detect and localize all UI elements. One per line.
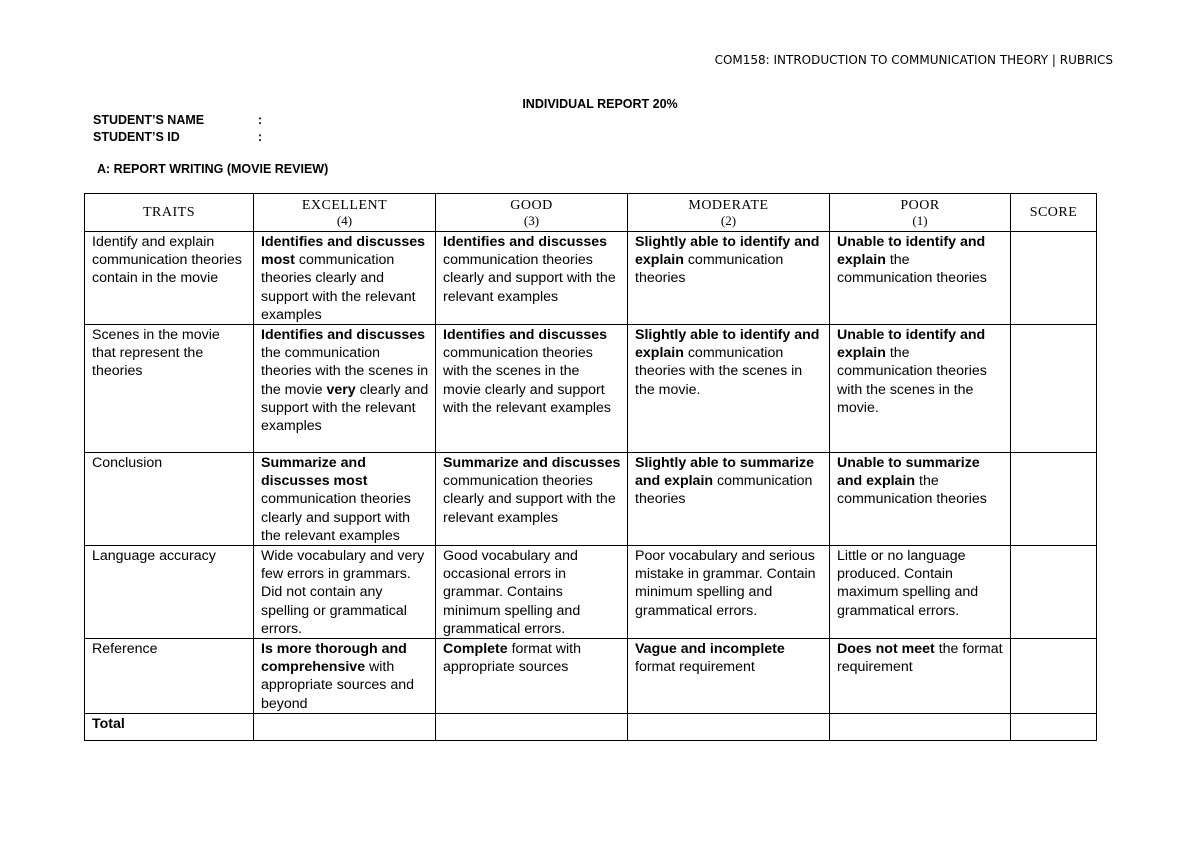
criterion-bold: Identifies and discusses <box>443 327 608 344</box>
criterion-text: the communication theories with the scenes in the movie <box>261 345 429 398</box>
criterion-text: communication theories clearly and support with the relevant examples <box>443 473 616 526</box>
criterion-text: communication theories with the scenes in the movie. <box>635 345 803 398</box>
excellent-cell: Wide vocabulary and very few errors in grammars. Did not contain any spelling or grammatical errors. <box>254 546 436 639</box>
header-good-points: (3) <box>523 212 540 228</box>
total-row <box>85 713 1097 740</box>
score-cell[interactable] <box>1011 453 1097 546</box>
header-moderate-points: (2) <box>720 212 737 228</box>
excellent-cell <box>254 639 436 714</box>
table-row <box>85 453 1097 546</box>
total-good-cell <box>436 713 628 740</box>
header-poor <box>830 194 1011 232</box>
poor-cell <box>830 453 1011 546</box>
score-cell[interactable] <box>1011 325 1097 453</box>
header-good-label: GOOD <box>510 197 553 213</box>
header-score: SCORE <box>1011 194 1097 232</box>
total-score-cell[interactable] <box>1011 713 1097 740</box>
poor-cell: Little or no language produced. Contain maximum spelling and grammatical errors. <box>830 546 1011 639</box>
good-cell <box>436 639 628 714</box>
criterion-text: the communication theories with the scenes in the movie. <box>837 345 987 416</box>
good-cell <box>436 325 628 453</box>
score-cell[interactable] <box>1011 639 1097 714</box>
good-cell <box>436 232 628 325</box>
moderate-cell <box>628 453 830 546</box>
total-label: Total <box>85 713 254 740</box>
rubric-table <box>84 193 1097 741</box>
total-poor-cell <box>830 713 1011 740</box>
student-name-field <box>93 113 262 127</box>
trait-cell: Identify and explain communication theories contain in the movie <box>85 232 254 325</box>
poor-cell <box>830 325 1011 453</box>
student-id-colon: : <box>258 130 263 144</box>
header-moderate-label: MODERATE <box>688 197 769 213</box>
criterion-text: communication theories clearly and support with the relevant examples <box>261 252 416 323</box>
header-traits: TRAITS <box>85 194 254 232</box>
criterion-bold: Is more thorough and comprehensive <box>261 641 407 676</box>
criterion-text: communication theories clearly and support with the relevant examples <box>443 252 616 305</box>
excellent-cell <box>254 325 436 453</box>
header-poor-label: POOR <box>900 197 940 213</box>
criterion-bold: Identifies and discusses <box>261 327 426 344</box>
student-id-field <box>93 130 262 144</box>
criterion-bold: Does not meet <box>837 641 935 658</box>
criterion-bold: Vague and incomplete <box>635 641 785 658</box>
criterion-bold: very <box>326 381 356 398</box>
criterion-bold: Complete <box>443 641 508 658</box>
moderate-cell <box>628 232 830 325</box>
report-title: INDIVIDUAL REPORT 20% <box>522 97 678 111</box>
criterion-text: communication theories <box>635 473 813 508</box>
total-moderate-cell <box>628 713 830 740</box>
table-row <box>85 546 1097 639</box>
criterion-text: the format requirement <box>837 641 1003 676</box>
trait-cell: Reference <box>85 639 254 714</box>
criterion-bold: Summarize and discusses most <box>261 455 368 490</box>
criterion-text: format with appropriate sources <box>443 641 581 676</box>
moderate-cell <box>628 325 830 453</box>
score-cell[interactable] <box>1011 546 1097 639</box>
table-row <box>85 639 1097 714</box>
header-excellent-points: (4) <box>336 212 353 228</box>
poor-cell <box>830 639 1011 714</box>
header-moderate <box>628 194 830 232</box>
criterion-bold: Slightly able to summarize and explain <box>635 455 814 490</box>
student-name-colon: : <box>258 113 263 127</box>
moderate-cell <box>628 639 830 714</box>
trait-cell: Conclusion <box>85 453 254 546</box>
header-excellent <box>254 194 436 232</box>
header-poor-points: (1) <box>912 212 928 228</box>
criterion-text: format requirement <box>635 659 755 676</box>
total-excellent-cell <box>254 713 436 740</box>
excellent-cell <box>254 232 436 325</box>
criterion-text: communication theories with the scenes in the movie clearly and support with the relevant examples <box>443 345 611 416</box>
table-row <box>85 325 1097 453</box>
criterion-bold: Slightly able to identify and explain <box>635 327 820 362</box>
student-name-label: STUDENT’S NAME <box>93 113 205 127</box>
student-id-label: STUDENT’S ID <box>93 130 180 144</box>
criterion-bold: Unable to summarize and explain <box>837 455 980 490</box>
criterion-text: communication theories clearly and support with the relevant examples <box>261 491 411 544</box>
trait-cell: Language accuracy <box>85 546 254 639</box>
table-row <box>85 232 1097 325</box>
criterion-bold: Identifies and discusses most <box>261 234 426 269</box>
section-title: A: REPORT WRITING (MOVIE REVIEW) <box>97 162 329 176</box>
criterion-text: the communication theories <box>837 473 987 508</box>
criterion-text: with appropriate sources and beyond <box>261 659 415 712</box>
score-cell[interactable] <box>1011 232 1097 325</box>
poor-cell <box>830 232 1011 325</box>
criterion-text: clearly and support with the relevant examples <box>261 381 429 435</box>
header-excellent-label: EXCELLENT <box>301 197 388 213</box>
criterion-bold: Summarize and discusses <box>443 455 621 472</box>
criterion-bold: Slightly able to identify and explain <box>635 234 820 269</box>
criterion-text: the communication theories <box>837 252 987 287</box>
criterion-bold: Identifies and discusses <box>443 234 608 250</box>
good-cell: Good vocabulary and occasional errors in grammar. Contains minimum spelling and grammatical errors. <box>436 546 628 639</box>
table-header-row <box>85 194 1097 232</box>
header-good <box>436 194 628 232</box>
trait-cell: Scenes in the movie that represent the theories <box>85 325 254 453</box>
document-header: COM158: INTRODUCTION TO COMMUNICATION THEORY | RUBRICS <box>714 53 1113 67</box>
criterion-bold: Unable to identify and explain <box>837 234 986 269</box>
moderate-cell: Poor vocabulary and serious mistake in grammar. Contain minimum spelling and grammatical errors. <box>628 546 830 639</box>
criterion-bold: Unable to identify and explain <box>837 327 986 362</box>
excellent-cell <box>254 453 436 546</box>
good-cell <box>436 453 628 546</box>
criterion-text: communication theories <box>635 252 784 287</box>
